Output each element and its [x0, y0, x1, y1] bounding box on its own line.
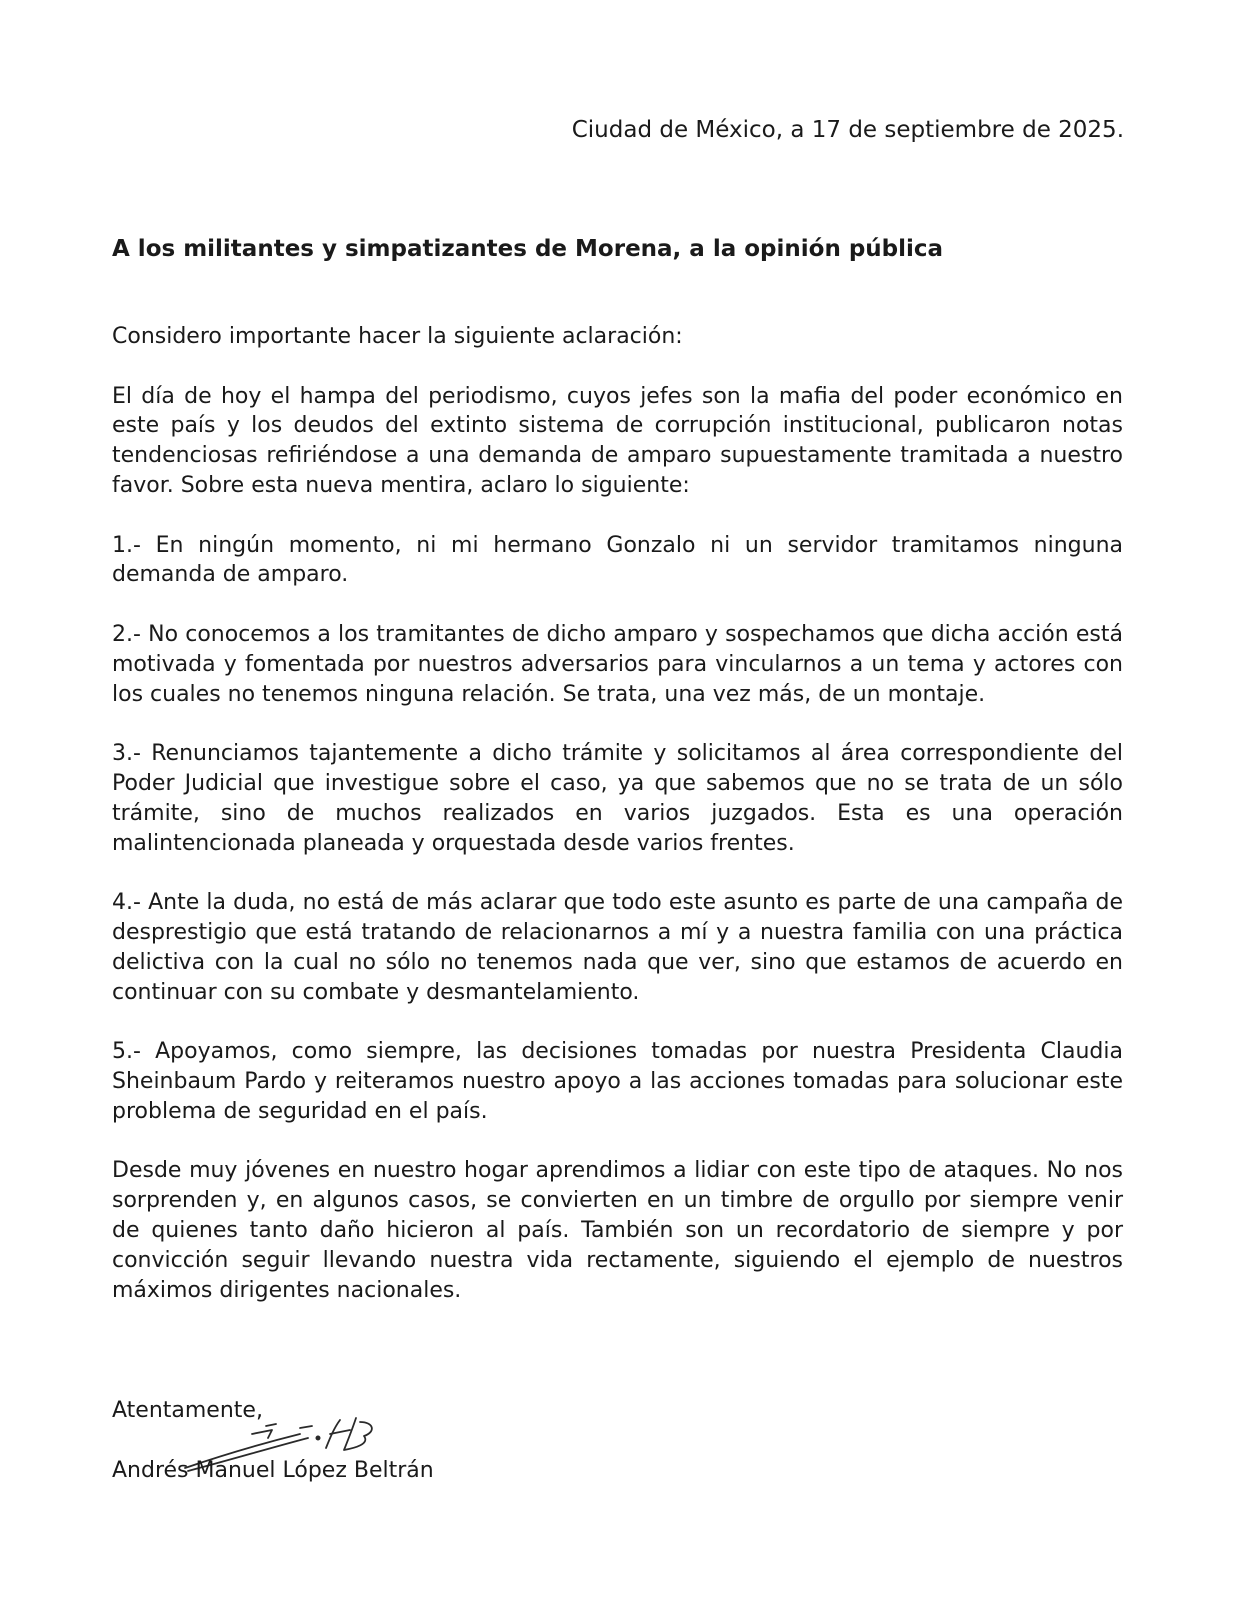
point-2-paragraph: 2.- No conocemos a los tramitantes de dicho amparo y sospechamos que dicha acción está motivada y fomentada por nuestros adversarios para vincularnos a un tema y actores con los cuales no tenemos ninguna relación. Se trata, una vez más, de un montaje.: [112, 621, 1123, 707]
salutation-heading: A los militantes y simpatizantes de Morena, a la opinión pública: [112, 236, 944, 262]
signer-name: Andrés Manuel López Beltrán: [112, 1458, 434, 1483]
point-3-paragraph: 3.- Renunciamos tajantemente a dicho trámite y solicitamos al área correspondiente del Poder Judicial que investigue sobre el caso, ya que sabemos que no se trata de un sólo trámite, sino de muchos realizados en varios juzgados. Esta es una operación malintencionada planeada y orquestada desde varios frentes.: [112, 741, 1123, 856]
context-paragraph: El día de hoy el hampa del periodismo, cuyos jefes son la mafia del poder económico en este país y los deudos del extinto sistema de corrupción institucional, publicaron notas tendenciosas refiriéndose a una demanda de amparo supuestamente tramitada a nuestro favor. Sobre esta nueva mentira, aclaro lo siguiente:: [112, 383, 1123, 498]
letter-body: [112, 322, 1123, 1305]
point-1-paragraph: 1.- En ningún momento, ni mi hermano Gonzalo ni un servidor tramitamos ninguna demanda de amparo.: [112, 532, 1123, 588]
intro-paragraph: Considero importante hacer la siguiente aclaración:: [112, 324, 683, 349]
closing-salutation: Atentamente,: [112, 1398, 263, 1423]
place-date: Ciudad de México, a 17 de septiembre de 2025.: [571, 117, 1124, 143]
closing-paragraph: Desde muy jóvenes en nuestro hogar aprendimos a lidiar con este tipo de ataques. No nos sorprenden y, en algunos casos, se convierten en un timbre de orgullo por siempre venir de quienes tanto daño hicieron al país. También son un recordatorio de siempre y por convicción seguir llevando nuestra vida rectamente, siguiendo el ejemplo de nuestros máximos dirigentes nacionales.: [112, 1158, 1123, 1303]
point-5-paragraph: 5.- Apoyamos, como siempre, las decisiones tomadas por nuestra Presidenta Claudia Sheinbaum Pardo y reiteramos nuestro apoyo a las acciones tomadas para solucionar este problema de seguridad en el país.: [112, 1039, 1123, 1124]
point-4-paragraph: 4.- Ante la duda, no está de más aclarar que todo este asunto es parte de una campaña de desprestigio que está tratando de relacionarnos a mí y a nuestra familia con una práctica delictiva con la cual no sólo no tenemos nada que ver, sino que estamos de acuerdo en continuar con su combate y desmantelamiento.: [112, 890, 1123, 1005]
